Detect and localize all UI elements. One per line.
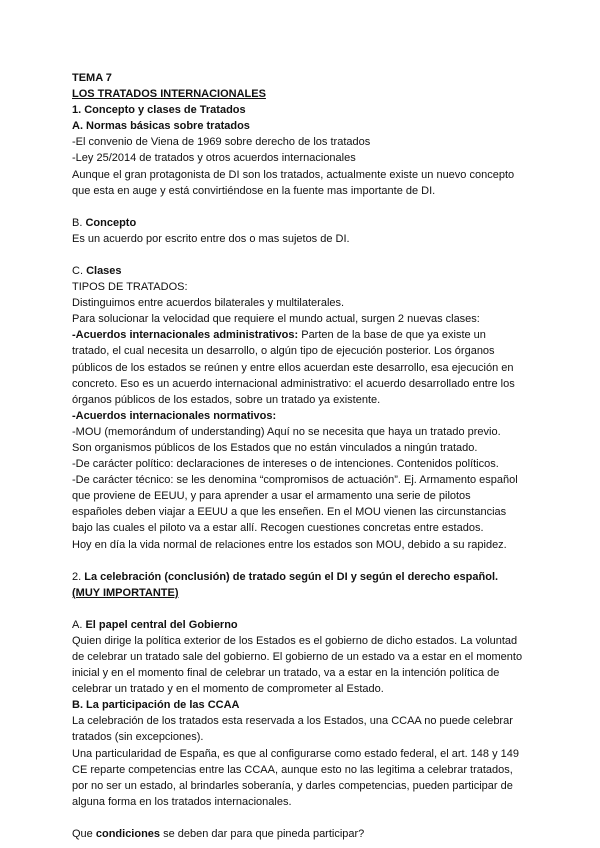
important-note: (MUY IMPORTANTE) xyxy=(72,586,179,599)
paragraph-line: por no ser un estado, al brindarles soberanía, y darles competencias, pueden participar de xyxy=(72,779,513,792)
paragraph-line: -El convenio de Viena de 1969 sobre derecho de los tratados xyxy=(72,136,371,149)
paragraph-line: -De carácter político: declaraciones de intereses o de intenciones. Contenidos políticos. xyxy=(72,458,499,471)
paragraph-line: Son organismos públicos de los Estados que no están vinculados a ningún tratado. xyxy=(72,441,478,454)
administrative-agreements-heading: -Acuerdos internacionales administrativos: Parten de la base de que ya existe un xyxy=(72,329,486,342)
paragraph-line: Distinguimos entre acuerdos bilaterales y multilaterales. xyxy=(72,297,345,310)
paragraph-line: Hoy en día la vida normal de relaciones entre los estados son MOU, debido a su rapidez. xyxy=(72,538,507,551)
document-page xyxy=(72,70,542,842)
subsection-2b-heading: B. La participación de las CCAA xyxy=(72,699,240,712)
paragraph-line: -MOU (memorándum of understanding) Aquí no se necesita que haya un tratado previo. xyxy=(72,425,501,438)
paragraph-line: La celebración de los tratados esta reservada a los Estados, una CCAA no puede celebrar xyxy=(72,715,513,728)
paragraph-line: Aunque el gran protagonista de DI son los tratados, actualmente existe un nuevo concepto xyxy=(72,168,515,181)
paragraph-line: Para solucionar la velocidad que requiere el mundo actual, surgen 2 nuevas clases: xyxy=(72,313,480,326)
section-2-heading: 2. La celebración (conclusión) de tratado según el DI y según el derecho español. xyxy=(72,570,499,583)
paragraph-line: Es un acuerdo por escrito entre dos o mas sujetos de DI. xyxy=(72,232,350,245)
paragraph-line: CE reparte competencias entre las CCAA, aunque esto no las legitima a celebrar tratados, xyxy=(72,763,513,776)
normative-agreements-heading: -Acuerdos internacionales normativos: xyxy=(72,409,277,422)
paragraph-line: celebrar un tratado y en el momento de comprometer al Estado. xyxy=(72,683,384,696)
paragraph-line: de celebrar un tratado sale del gobierno. El gobierno de un estado va a estar en el momento xyxy=(72,651,523,663)
paragraph-line: inicial y en el momento final de celebrar un tratado, va a estar en la intención política de xyxy=(72,667,500,680)
paragraph-line: tratado, el cual necesita un desarrollo, o algún tipo de ejecución posterior. Los órganos xyxy=(72,345,495,358)
subsection-1c-heading: C. Clases xyxy=(72,264,122,277)
paragraph-line: alguna forma en los tratados internacionales. xyxy=(72,795,292,808)
subsection-2a-heading: A. El papel central del Gobierno xyxy=(72,618,238,631)
document-title: LOS TRATADOS INTERNACIONALES xyxy=(72,88,266,101)
paragraph-line: Una particularidad de España, es que al configurarse como estado federal, el art. 148 y 149 xyxy=(72,747,519,760)
paragraph-line: públicos de los estados se reúnen y entre ellos acuerdan este desarrollo, esa ejecución en xyxy=(72,361,514,374)
subsection-1b-heading: B. Concepto xyxy=(72,216,137,229)
closing-question: Que condiciones se deben dar para que pineda participar? xyxy=(72,827,365,840)
paragraph-line: bajo las cuales el piloto va a estar allí. Recogen cuestiones concretas entre estados. xyxy=(72,522,484,535)
topic-number: TEMA 7 xyxy=(72,72,112,84)
subsection-1a-heading: A. Normas básicas sobre tratados xyxy=(72,120,250,133)
paragraph-line: españoles deben viajar a EEUU a que les enseñen. En el MOU vienen las circunstancias xyxy=(72,506,507,519)
paragraph-line: -Ley 25/2014 de tratados y otros acuerdos internacionales xyxy=(72,152,356,165)
paragraph-line: que proviene de EEUU, y para aprender a usar el armamento una serie de pilotos xyxy=(72,490,471,503)
section-1-heading: 1. Concepto y clases de Tratados xyxy=(72,104,246,117)
paragraph-line: tratados (sin excepciones). xyxy=(72,731,204,744)
paragraph-line: -De carácter técnico: se les denomina “compromisos de actuación”. Ej. Armamento español xyxy=(72,474,518,487)
paragraph-line: que esta en auge y está convirtiéndose en la fuente mas importante de DI. xyxy=(72,184,436,197)
paragraph-line: TIPOS DE TRATADOS: xyxy=(72,281,188,294)
paragraph-line: Quien dirige la política exterior de los Estados es el gobierno de dicho estados. La voluntad xyxy=(72,634,518,647)
paragraph-line: órganos públicos de los estados, sobre un tratado ya existente. xyxy=(72,393,381,406)
paragraph-line: concreto. Eso es un acuerdo internacional administrativo: el acuerdo desarrollado entre los xyxy=(72,377,515,390)
